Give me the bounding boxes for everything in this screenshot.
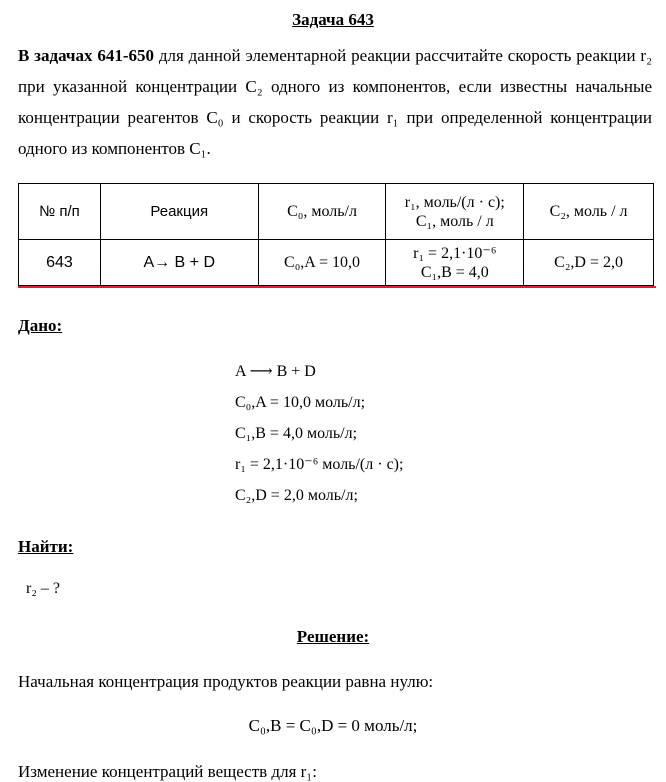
cell-reaction: A→ B + D xyxy=(100,240,258,286)
header-r1 xyxy=(386,184,524,240)
red-divider xyxy=(18,286,656,288)
given-block xyxy=(235,360,403,515)
cell-c1-value: C₁,B = 4,0 xyxy=(420,263,489,281)
find-value: r₂ – ? xyxy=(26,580,61,597)
conditions-table xyxy=(18,183,654,286)
solution-heading: Решение: xyxy=(296,627,370,646)
given-line: C₁,B = 4,0 моль/л; xyxy=(235,425,358,442)
table-row xyxy=(19,240,654,286)
solution-line-1: Начальная концентрация продуктов реакции равна нулю: xyxy=(18,672,434,691)
cell-r1-value: r₁ = 2,1·10⁻⁶ xyxy=(413,244,497,262)
statement-text: для данной элементарной реакции рассчитайте скорость реакции r₂ при указанной концентрации C₂ одного из компонентов, если известны начальные концентрации реагентов C₀ и скорость реакции r₁ при определенной концентрации одного из компонентов C₁. xyxy=(18,46,652,158)
solution-equation-1: C₀,B = C₀,D = 0 моль/л; xyxy=(248,716,418,735)
cell-r1 xyxy=(386,240,524,286)
header-c0: C₀, моль/л xyxy=(258,184,386,240)
cell-num: 643 xyxy=(19,240,101,286)
header-r1-line2: C₁, моль / л xyxy=(415,212,494,230)
problem-statement xyxy=(18,40,652,164)
table-header-row xyxy=(19,184,654,240)
find-heading: Найти: xyxy=(18,537,74,556)
header-num: № п/п xyxy=(19,184,101,240)
header-r1-line1: r₁, моль/(л · с); xyxy=(404,193,505,211)
given-heading: Дано: xyxy=(18,316,63,335)
statement-bold-prefix: В задачах 641-650 xyxy=(18,46,155,65)
given-line: A ⟶ B + D xyxy=(235,363,316,380)
cell-c2: C₂,D = 2,0 xyxy=(524,240,654,286)
solution-line-2: Изменение концентраций веществ для r₁: xyxy=(18,762,317,781)
header-c2: C₂, моль / л xyxy=(524,184,654,240)
given-line: C₂,D = 2,0 моль/л; xyxy=(235,487,358,504)
given-line: C₀,A = 10,0 моль/л; xyxy=(235,394,366,411)
problem-title: Задача 643 xyxy=(292,10,374,29)
cell-c0: C₀,A = 10,0 xyxy=(258,240,386,286)
header-reaction: Реакция xyxy=(100,184,258,240)
given-line: r₁ = 2,1·10⁻⁶ моль/(л · с); xyxy=(235,456,404,473)
